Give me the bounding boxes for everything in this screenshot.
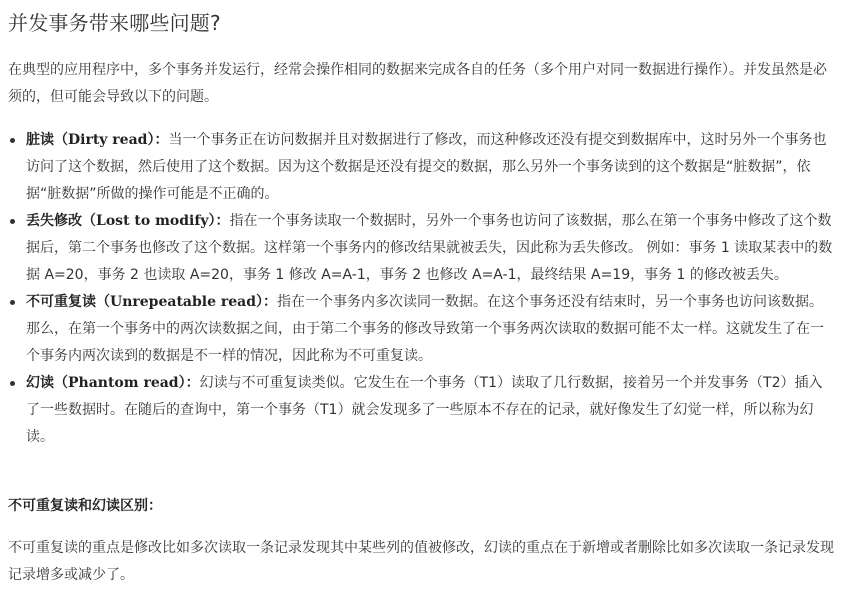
- bullet-icon: [10, 138, 15, 143]
- term-label: 不可重复读（Unrepeatable read）：: [26, 294, 278, 310]
- term-description: 指在一个事务内多次读同一数据。在这个事务还没有结束时，另一个事务也访问该数据。那么，在第一个事务中的两次读数据之间，由于第二个事务的修改导致第一个事务两次读取的数据可能不太一样。这就发生了在一个事务内两次读到的数据是不一样的情况，因此称为不可重复读。: [26, 294, 824, 364]
- term-description: 指在一个事务读取一个数据时，另外一个事务也访问了该数据，那么在第一个事务中修改了这个数据后，第二个事务也修改了这个数据。这样第一个事务内的修改结果就被丢失，因此称为丢失修改。 例如：事务 1 读取某表中的数据 A=20，事务 2 也读取 A=20，事务 1 修改 A=A-1，事务 2 也修改 A=A-1，最终结果 A=19，事务 1 的修改被丢失。: [26, 213, 833, 283]
- term-description: 当一个事务正在访问数据并且对数据进行了修改，而这种修改还没有提交到数据库中，这时另外一个事务也访问了这个数据，然后使用了这个数据。因为这个数据是还没有提交的数据，那么另外一个事务读到的这个数据是“脏数据”，依据“脏数据”所做的操作可能是不正确的。: [26, 132, 827, 202]
- term-label: 脏读（Dirty read）：: [26, 132, 169, 148]
- list-item-dirty-read: [8, 127, 834, 208]
- term-label: 丢失修改（Lost to modify）：: [26, 213, 230, 229]
- page-title: 并发事务带来哪些问题?: [8, 11, 221, 35]
- term-description: 幻读与不可重复读类似。它发生在一个事务（T1）读取了几行数据，接着另一个并发事务（T2）插入了一些数据时。在随后的查询中，第一个事务（T1）就会发现多了一些原本不存在的记录，就好像发生了幻觉一样，所以称为幻读。: [26, 375, 823, 445]
- section-subheading: 不可重复读和幻读区别：: [8, 498, 162, 514]
- list-item-phantom-read: [8, 370, 834, 451]
- problem-list: [8, 127, 834, 451]
- bullet-icon: [10, 219, 15, 224]
- list-item-unrepeatable-read: [8, 289, 834, 370]
- bullet-icon: [10, 381, 15, 386]
- bullet-icon: [10, 300, 15, 305]
- difference-paragraph: 不可重复读的重点是修改比如多次读取一条记录发现其中某些列的值被修改，幻读的重点在于新增或者删除比如多次读取一条记录发现记录增多或减少了。: [8, 540, 834, 583]
- term-label: 幻读（Phantom read）：: [26, 375, 200, 391]
- list-item-lost-modify: [8, 208, 834, 289]
- intro-paragraph: 在典型的应用程序中，多个事务并发运行，经常会操作相同的数据来完成各自的任务（多个用户对同一数据进行操作）。并发虽然是必须的，但可能会导致以下的问题。: [8, 62, 827, 105]
